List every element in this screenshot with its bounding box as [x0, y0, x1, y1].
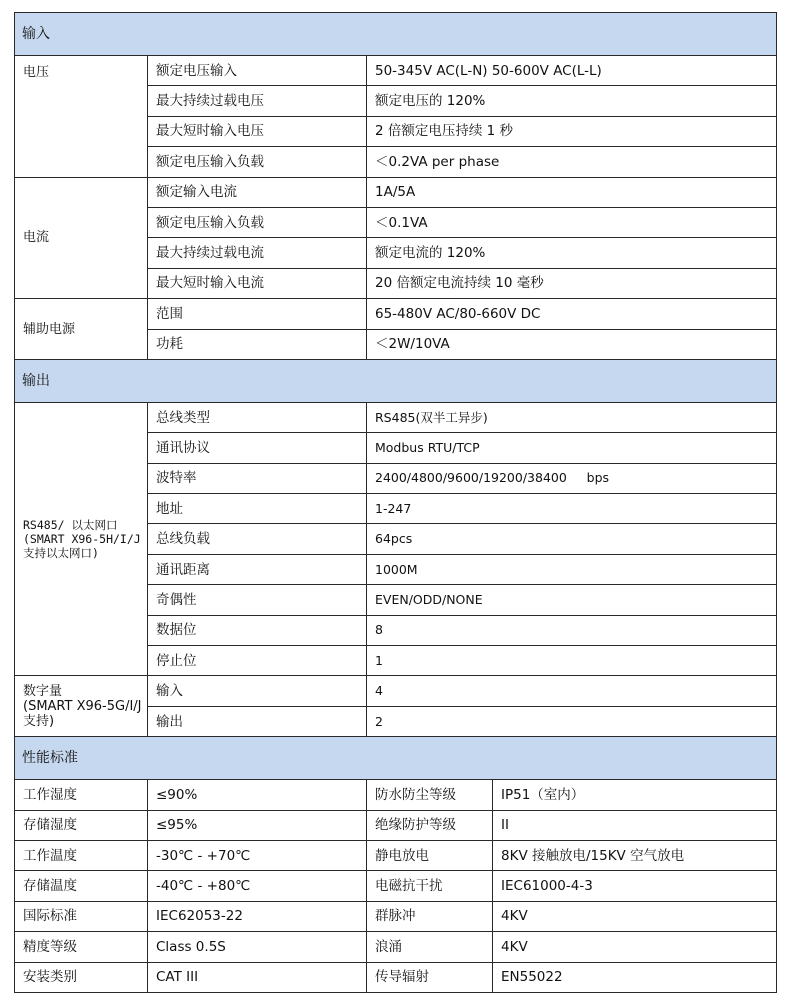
- param-label: 额定输入电流: [148, 177, 367, 207]
- param-label: 额定电压输入负载: [148, 147, 367, 177]
- param-value: 4: [367, 676, 777, 706]
- param-label: 最大持续过载电压: [148, 86, 367, 116]
- group-label-line: (SMART X96-5G/I/J: [23, 698, 142, 714]
- param-value: 50-345V AC(L-N) 50-600V AC(L-L): [367, 56, 777, 86]
- section-title: 输入: [15, 13, 777, 56]
- group-label-line: 支持以太网口): [23, 546, 99, 561]
- param-label: 存储湿度: [15, 810, 148, 840]
- param-value: 1000M: [367, 554, 777, 584]
- param-label: 存储温度: [15, 871, 148, 901]
- table-row: [15, 676, 777, 706]
- param-value: IEC62053-22: [148, 901, 367, 931]
- group-label-aux-power: 辅助电源: [15, 299, 148, 360]
- param-value: 64pcs: [367, 524, 777, 554]
- param-value: II: [493, 810, 777, 840]
- param-label: 额定电压输入: [148, 56, 367, 86]
- param-label: 数据位: [148, 615, 367, 645]
- param-value: CAT III: [148, 962, 367, 992]
- section-header-output: [15, 359, 777, 402]
- param-value: 8KV 接触放电/15KV 空气放电: [493, 840, 777, 870]
- group-label-voltage: 电压: [15, 56, 148, 178]
- param-label: 工作温度: [15, 840, 148, 870]
- table-row: [15, 901, 777, 931]
- param-value: IP51（室内）: [493, 780, 777, 810]
- param-label: 通讯协议: [148, 433, 367, 463]
- param-label: 总线类型: [148, 402, 367, 432]
- group-label-line: 支持): [23, 713, 55, 729]
- param-label: 最大短时输入电压: [148, 116, 367, 146]
- param-value: ＜0.1VA: [367, 207, 777, 237]
- param-value: 65-480V AC/80-660V DC: [367, 299, 777, 329]
- param-value: ＜2W/10VA: [367, 329, 777, 359]
- param-label: 静电放电: [367, 840, 493, 870]
- param-value: 额定电压的 120%: [367, 86, 777, 116]
- param-value: 2 倍额定电压持续 1 秒: [367, 116, 777, 146]
- param-label: 输出: [148, 706, 367, 736]
- param-label: 最大持续过载电流: [148, 238, 367, 268]
- param-value: ＜0.2VA per phase: [367, 147, 777, 177]
- section-title: 性能标准: [15, 737, 777, 780]
- param-label: 范围: [148, 299, 367, 329]
- param-label: 总线负载: [148, 524, 367, 554]
- param-value: 额定电流的 120%: [367, 238, 777, 268]
- param-value: Class 0.5S: [148, 932, 367, 962]
- table-row: [15, 402, 777, 432]
- table-row: [15, 871, 777, 901]
- param-label: 最大短时输入电流: [148, 268, 367, 298]
- param-label: 工作湿度: [15, 780, 148, 810]
- param-label: 精度等级: [15, 932, 148, 962]
- param-value: ≤95%: [148, 810, 367, 840]
- param-label: 波特率: [148, 463, 367, 493]
- section-header-performance: [15, 737, 777, 780]
- param-value: EN55022: [493, 962, 777, 992]
- table-row: [15, 810, 777, 840]
- param-label: 停止位: [148, 646, 367, 676]
- param-value: -40℃ - +80℃: [148, 871, 367, 901]
- group-label-current: 电流: [15, 177, 148, 299]
- param-value: -30℃ - +70℃: [148, 840, 367, 870]
- param-label: 输入: [148, 676, 367, 706]
- param-label: 浪涌: [367, 932, 493, 962]
- param-label: 电磁抗干扰: [367, 871, 493, 901]
- param-value: 1-247: [367, 494, 777, 524]
- table-row: [15, 932, 777, 962]
- group-label-digital: [15, 676, 148, 737]
- table-row: [15, 780, 777, 810]
- param-value: ≤90%: [148, 780, 367, 810]
- param-value: 1A/5A: [367, 177, 777, 207]
- group-label-line: 数字量: [23, 683, 63, 699]
- param-value: RS485(双半工异步): [367, 402, 777, 432]
- param-value: 4KV: [493, 932, 777, 962]
- param-label: 绝缘防护等级: [367, 810, 493, 840]
- param-label: 防水防尘等级: [367, 780, 493, 810]
- param-value: 20 倍额定电流持续 10 毫秒: [367, 268, 777, 298]
- table-row: [15, 962, 777, 992]
- param-label: 奇偶性: [148, 585, 367, 615]
- spec-table: [14, 12, 777, 993]
- param-value: 1: [367, 646, 777, 676]
- param-value: 8: [367, 615, 777, 645]
- param-value: 4KV: [493, 901, 777, 931]
- group-label-line: (SMART X96-5H/I/J: [23, 532, 141, 547]
- param-label: 群脉冲: [367, 901, 493, 931]
- section-header-input: [15, 13, 777, 56]
- param-label: 通讯距离: [148, 554, 367, 584]
- param-label: 安装类别: [15, 962, 148, 992]
- group-label-line: RS485/ 以太网口: [23, 518, 118, 533]
- param-label: 功耗: [148, 329, 367, 359]
- group-label-rs485: [15, 402, 148, 676]
- param-label: 传导辐射: [367, 962, 493, 992]
- param-value: IEC61000-4-3: [493, 871, 777, 901]
- table-row: [15, 177, 777, 207]
- param-value: EVEN/ODD/NONE: [367, 585, 777, 615]
- param-value: 2400/4800/9600/19200/38400 bps: [367, 463, 777, 493]
- param-label: 地址: [148, 494, 367, 524]
- section-title: 输出: [15, 359, 777, 402]
- table-row: [15, 299, 777, 329]
- param-label: 额定电压输入负载: [148, 207, 367, 237]
- param-value: Modbus RTU/TCP: [367, 433, 777, 463]
- param-value: 2: [367, 706, 777, 736]
- table-row: [15, 840, 777, 870]
- param-label: 国际标准: [15, 901, 148, 931]
- table-row: [15, 56, 777, 86]
